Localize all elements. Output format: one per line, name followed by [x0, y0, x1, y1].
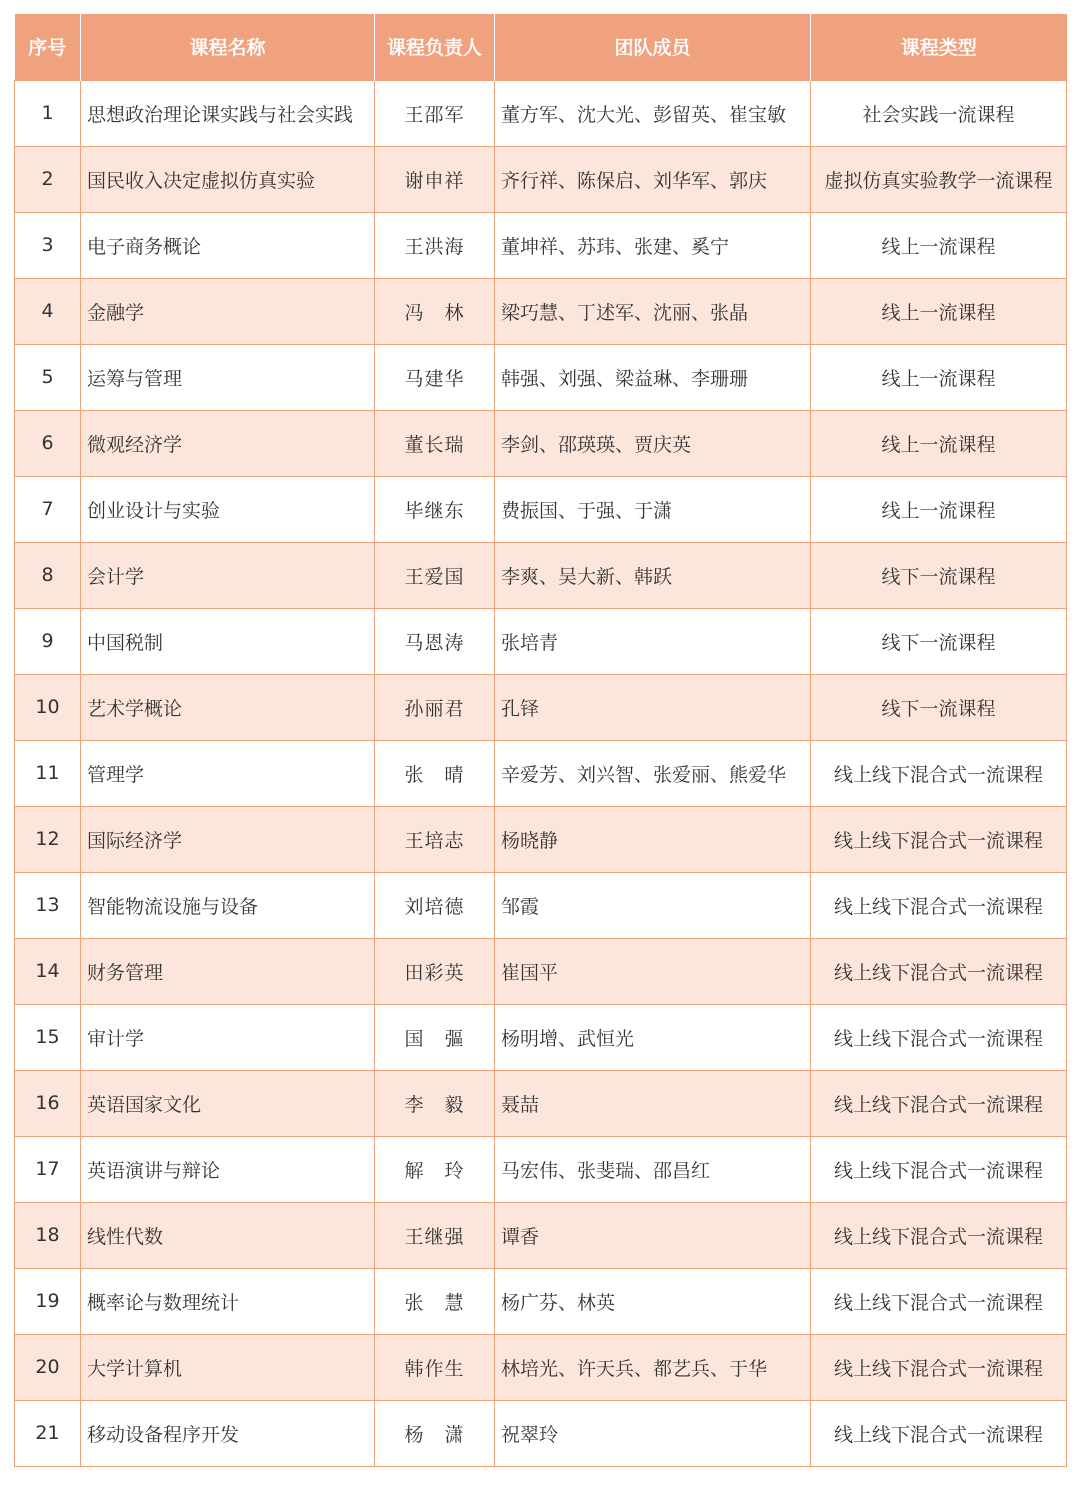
cell-index: 19: [15, 1268, 81, 1334]
table-row: [15, 278, 1067, 344]
cell-course-type: 线上一流课程: [811, 212, 1067, 278]
cell-course-lead: 张 晴: [375, 740, 495, 806]
cell-course-lead: 王洪海: [375, 212, 495, 278]
table-row: [15, 938, 1067, 1004]
cell-team-members: 谭香: [495, 1202, 811, 1268]
cell-course-lead: 国 彄: [375, 1004, 495, 1070]
cell-index: 7: [15, 476, 81, 542]
course-table-container: [14, 14, 1066, 1467]
header-course-name: 课程名称: [81, 14, 375, 80]
header-row: [15, 14, 1067, 80]
cell-team-members: 祝翠玲: [495, 1400, 811, 1466]
cell-course-type: 线上线下混合式一流课程: [811, 1004, 1067, 1070]
table-row: [15, 806, 1067, 872]
cell-course-type: 线上线下混合式一流课程: [811, 938, 1067, 1004]
cell-course-type: 线上一流课程: [811, 278, 1067, 344]
cell-course-type: 线上一流课程: [811, 344, 1067, 410]
table-row: [15, 80, 1067, 146]
header-course-lead: 课程负责人: [375, 14, 495, 80]
cell-course-lead: 杨 潇: [375, 1400, 495, 1466]
cell-course-name: 英语演讲与辩论: [81, 1136, 375, 1202]
cell-team-members: 杨晓静: [495, 806, 811, 872]
cell-index: 21: [15, 1400, 81, 1466]
cell-course-name: 线性代数: [81, 1202, 375, 1268]
table-row: [15, 1004, 1067, 1070]
cell-course-name: 中国税制: [81, 608, 375, 674]
table-row: [15, 212, 1067, 278]
course-table: [14, 14, 1067, 1467]
cell-index: 18: [15, 1202, 81, 1268]
cell-course-name: 概率论与数理统计: [81, 1268, 375, 1334]
cell-course-name: 思想政治理论课实践与社会实践: [81, 80, 375, 146]
cell-course-type: 虚拟仿真实验教学一流课程: [811, 146, 1067, 212]
cell-index: 17: [15, 1136, 81, 1202]
table-row: [15, 674, 1067, 740]
cell-index: 3: [15, 212, 81, 278]
cell-course-lead: 毕继东: [375, 476, 495, 542]
cell-team-members: 韩强、刘强、梁益琳、李珊珊: [495, 344, 811, 410]
table-body: [15, 80, 1067, 1466]
cell-course-lead: 马建华: [375, 344, 495, 410]
cell-course-lead: 李 毅: [375, 1070, 495, 1136]
cell-index: 15: [15, 1004, 81, 1070]
cell-course-name: 国际经济学: [81, 806, 375, 872]
table-row: [15, 542, 1067, 608]
cell-team-members: 费振国、于强、于潇: [495, 476, 811, 542]
cell-course-lead: 王邵军: [375, 80, 495, 146]
table-row: [15, 740, 1067, 806]
cell-team-members: 张培青: [495, 608, 811, 674]
cell-course-lead: 孙丽君: [375, 674, 495, 740]
cell-course-name: 大学计算机: [81, 1334, 375, 1400]
table-row: [15, 1400, 1067, 1466]
cell-course-lead: 谢申祥: [375, 146, 495, 212]
cell-course-type: 线上线下混合式一流课程: [811, 1400, 1067, 1466]
cell-course-type: 线上线下混合式一流课程: [811, 1268, 1067, 1334]
cell-course-name: 电子商务概论: [81, 212, 375, 278]
cell-course-name: 智能物流设施与设备: [81, 872, 375, 938]
cell-index: 8: [15, 542, 81, 608]
cell-team-members: 孔铎: [495, 674, 811, 740]
cell-course-lead: 田彩英: [375, 938, 495, 1004]
table-row: [15, 1202, 1067, 1268]
cell-course-lead: 董长瑞: [375, 410, 495, 476]
cell-course-type: 线上线下混合式一流课程: [811, 740, 1067, 806]
cell-index: 13: [15, 872, 81, 938]
cell-course-lead: 解 玲: [375, 1136, 495, 1202]
table-row: [15, 344, 1067, 410]
cell-course-type: 线上一流课程: [811, 476, 1067, 542]
header-team-members: 团队成员: [495, 14, 811, 80]
cell-course-name: 移动设备程序开发: [81, 1400, 375, 1466]
cell-team-members: 李剑、邵瑛瑛、贾庆英: [495, 410, 811, 476]
table-row: [15, 476, 1067, 542]
cell-team-members: 辛爱芳、刘兴智、张爱丽、熊爱华: [495, 740, 811, 806]
table-row: [15, 1136, 1067, 1202]
cell-index: 14: [15, 938, 81, 1004]
cell-course-lead: 王继强: [375, 1202, 495, 1268]
table-row: [15, 872, 1067, 938]
cell-course-lead: 马恩涛: [375, 608, 495, 674]
cell-index: 4: [15, 278, 81, 344]
cell-index: 5: [15, 344, 81, 410]
table-row: [15, 1334, 1067, 1400]
cell-course-lead: 张 慧: [375, 1268, 495, 1334]
cell-course-lead: 王爱国: [375, 542, 495, 608]
cell-team-members: 崔国平: [495, 938, 811, 1004]
table-row: [15, 1268, 1067, 1334]
cell-team-members: 齐行祥、陈保启、刘华军、郭庆: [495, 146, 811, 212]
cell-course-lead: 冯 林: [375, 278, 495, 344]
cell-team-members: 李爽、吴大新、韩跃: [495, 542, 811, 608]
cell-team-members: 聂喆: [495, 1070, 811, 1136]
cell-course-type: 线上线下混合式一流课程: [811, 1136, 1067, 1202]
header-course-type: 课程类型: [811, 14, 1067, 80]
cell-index: 9: [15, 608, 81, 674]
cell-course-name: 审计学: [81, 1004, 375, 1070]
cell-index: 16: [15, 1070, 81, 1136]
cell-course-name: 运筹与管理: [81, 344, 375, 410]
cell-course-type: 线上线下混合式一流课程: [811, 872, 1067, 938]
cell-team-members: 林培光、许天兵、都艺兵、于华: [495, 1334, 811, 1400]
cell-team-members: 董坤祥、苏玮、张建、奚宁: [495, 212, 811, 278]
cell-index: 10: [15, 674, 81, 740]
cell-course-name: 英语国家文化: [81, 1070, 375, 1136]
cell-team-members: 董方军、沈大光、彭留英、崔宝敏: [495, 80, 811, 146]
cell-course-name: 金融学: [81, 278, 375, 344]
cell-course-lead: 韩作生: [375, 1334, 495, 1400]
header-index: 序号: [15, 14, 81, 80]
cell-course-lead: 刘培德: [375, 872, 495, 938]
cell-index: 1: [15, 80, 81, 146]
cell-course-name: 艺术学概论: [81, 674, 375, 740]
cell-team-members: 杨广芬、林英: [495, 1268, 811, 1334]
table-header: [15, 14, 1067, 80]
cell-index: 11: [15, 740, 81, 806]
cell-team-members: 梁巧慧、丁述军、沈丽、张晶: [495, 278, 811, 344]
table-row: [15, 608, 1067, 674]
cell-course-type: 线下一流课程: [811, 674, 1067, 740]
table-row: [15, 410, 1067, 476]
cell-index: 6: [15, 410, 81, 476]
cell-course-type: 线上线下混合式一流课程: [811, 1070, 1067, 1136]
cell-course-type: 线上线下混合式一流课程: [811, 806, 1067, 872]
cell-course-name: 管理学: [81, 740, 375, 806]
cell-team-members: 马宏伟、张斐瑞、邵昌红: [495, 1136, 811, 1202]
cell-course-type: 线下一流课程: [811, 608, 1067, 674]
cell-index: 12: [15, 806, 81, 872]
cell-course-name: 财务管理: [81, 938, 375, 1004]
cell-course-type: 线上一流课程: [811, 410, 1067, 476]
cell-team-members: 杨明增、武恒光: [495, 1004, 811, 1070]
table-row: [15, 146, 1067, 212]
cell-course-type: 线上线下混合式一流课程: [811, 1334, 1067, 1400]
cell-index: 2: [15, 146, 81, 212]
cell-course-lead: 王培志: [375, 806, 495, 872]
cell-team-members: 邹霞: [495, 872, 811, 938]
cell-course-type: 线上线下混合式一流课程: [811, 1202, 1067, 1268]
cell-course-name: 国民收入决定虚拟仿真实验: [81, 146, 375, 212]
cell-course-name: 创业设计与实验: [81, 476, 375, 542]
cell-course-name: 微观经济学: [81, 410, 375, 476]
cell-course-name: 会计学: [81, 542, 375, 608]
cell-course-type: 社会实践一流课程: [811, 80, 1067, 146]
cell-index: 20: [15, 1334, 81, 1400]
cell-course-type: 线下一流课程: [811, 542, 1067, 608]
table-row: [15, 1070, 1067, 1136]
